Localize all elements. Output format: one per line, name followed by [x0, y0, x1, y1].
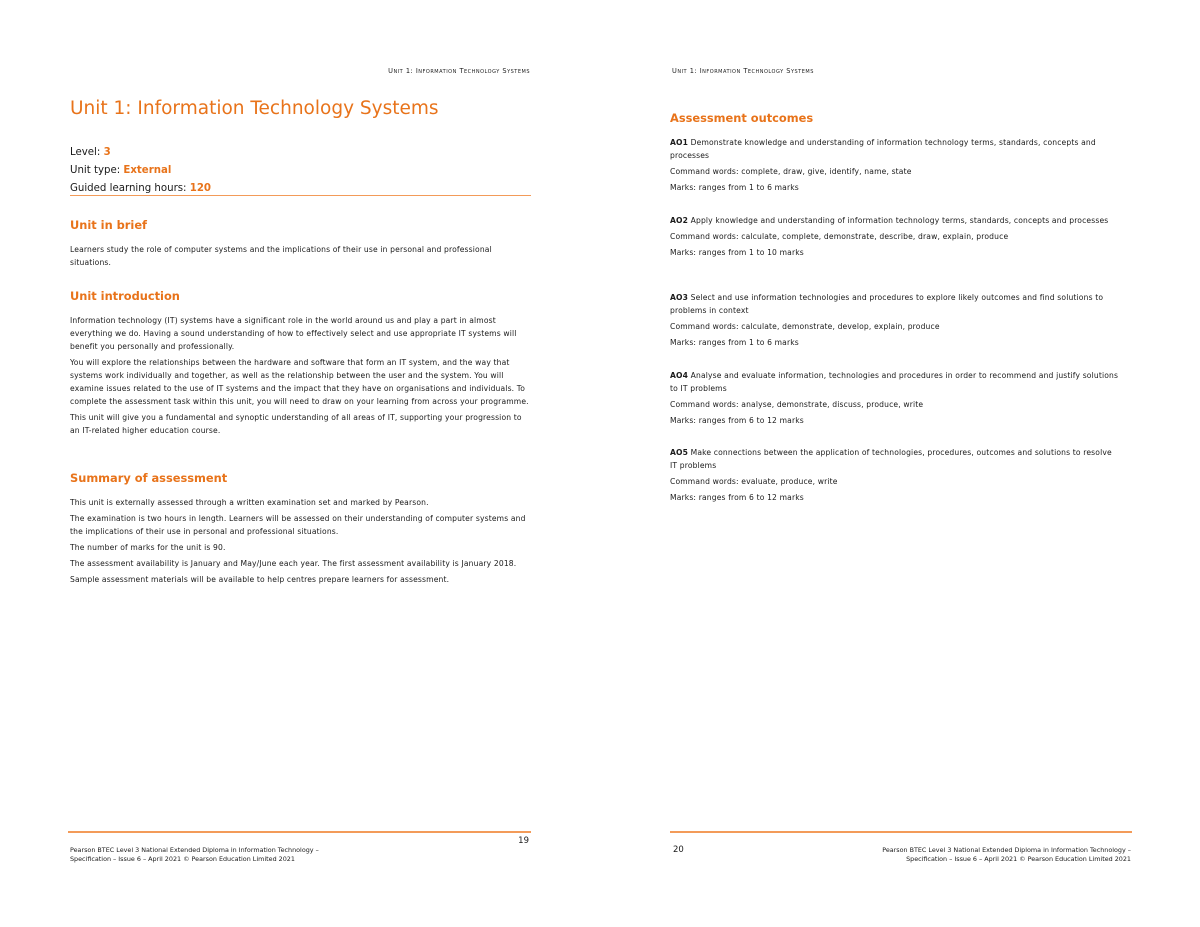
unit-title: Unit 1: Information Technology Systems [70, 98, 439, 119]
command-words: Command words: complete, draw, give, identify, name, state [670, 167, 912, 176]
paragraph: Learners study the role of computer systems and the implications of their use in personal and professional situations. [70, 245, 492, 267]
paragraph: The assessment availability is January and May/June each year. The first assessment availability is January 2018. [70, 559, 517, 568]
outcome-code: AO3 [670, 293, 689, 302]
paragraph: This unit is externally assessed through a written examination set and marked by Pearson. [70, 498, 429, 507]
marks-range: Marks: ranges from 6 to 12 marks [670, 493, 804, 502]
paragraph: The number of marks for the unit is 90. [70, 543, 226, 552]
footer-text: Pearson BTEC Level 3 National Extended Diploma in Information Technology – Specification – Issue 6 – April 2021 © Pearson Education Limited 2021 [70, 846, 319, 863]
right-page [600, 0, 1200, 927]
marks-range: Marks: ranges from 6 to 12 marks [670, 416, 804, 425]
running-head: Unit 1: Information Technology Systems [672, 67, 814, 75]
level-row: Level: 3 [70, 147, 111, 158]
command-words: Command words: calculate, complete, demonstrate, describe, draw, explain, produce [670, 232, 1009, 241]
paragraph: Sample assessment materials will be available to help centres prepare learners for assessment. [70, 575, 450, 584]
title-divider [70, 195, 531, 196]
outcome-code: AO4 [670, 371, 689, 380]
marks-range: Marks: ranges from 1 to 6 marks [670, 338, 799, 347]
paragraph: This unit will give you a fundamental and synoptic understanding of all areas of IT, supporting your progression to an IT-related higher education course. [70, 413, 522, 435]
outcome-ao4: AO4 Analyse and evaluate information, technologies and procedures in order to recommend and justify solutions to IT problems Command words: analyse, demonstrate, discuss, produce, write Marks: ranges from 6 to 12 marks [670, 371, 1119, 425]
unit-in-brief-section [70, 218, 532, 272]
level-value: 3 [103, 147, 111, 158]
outcome-code: AO2 [670, 216, 689, 225]
paragraph: Information technology (IT) systems have a significant role in the world around us and play a part in almost everything we do. Having a sound understanding of how to effectively select and use appropriate IT systems will benefit you personally and professionally. [70, 316, 517, 351]
section-heading: Unit in brief [70, 218, 148, 232]
glh-value: 120 [189, 183, 211, 194]
outcome-code: AO5 [670, 448, 689, 457]
running-head: Unit 1: Information Technology Systems [388, 67, 530, 75]
section-heading: Unit introduction [70, 289, 180, 303]
paragraph: You will explore the relationships between the hardware and software that form an IT system, and the way that systems work individually and together, as well as the relationship between the user and the system. You will examine issues related to the use of IT systems and the impact that they have on organisations and individuals. To complete the assessment task within this unit, you will need to draw on your learning from across your programme. [70, 358, 529, 406]
unit-type-value: External [123, 165, 172, 176]
command-words: Command words: evaluate, produce, write [670, 477, 838, 486]
page-number: 19 [518, 836, 529, 846]
section-heading: Summary of assessment [70, 471, 228, 485]
marks-range: Marks: ranges from 1 to 10 marks [670, 248, 804, 257]
marks-range: Marks: ranges from 1 to 6 marks [670, 183, 799, 192]
outcome-ao5: AO5 Make connections between the application of technologies, procedures, outcomes and solutions to resolve IT problems Command words: evaluate, produce, write Marks: ranges from 6 to 12 marks [670, 446, 1120, 507]
unit-meta [70, 144, 211, 198]
command-words: Command words: calculate, demonstrate, develop, explain, produce [670, 322, 940, 331]
footer-text: Pearson BTEC Level 3 National Extended Diploma in Information Technology – Specification – Issue 6 – April 2021 © Pearson Education Limited 2021 [882, 846, 1131, 863]
outcome-code: AO1 [670, 138, 689, 147]
command-words: Command words: analyse, demonstrate, discuss, produce, write [670, 400, 924, 409]
page-number: 20 [673, 845, 684, 855]
glh-row: Guided learning hours: 120 [70, 183, 211, 194]
section-heading: Assessment outcomes [670, 111, 814, 125]
outcome-ao2: AO2 Apply knowledge and understanding of information technology terms, standards, concepts and processes Command words: calculate, complete, demonstrate, describe, draw, explain, produce Marks: ranges from 1 to 10 marks [670, 214, 1120, 262]
paragraph: The examination is two hours in length. Learners will be assessed on their understanding of computer systems and the implications of their use in personal and professional situations. [70, 514, 526, 536]
outcome-ao3: AO3 Select and use information technologies and procedures to explore likely outcomes and find solutions to problems in context Command words: calculate, demonstrate, develop, explain, produce Marks: ranges from 1 to 6 marks [670, 291, 1120, 352]
outcome-ao1: AO1 Demonstrate knowledge and understanding of information technology terms, standards, concepts and processes Command words: complete, draw, give, identify, name, state Marks: ranges from 1 to 6 marks [670, 136, 1120, 197]
summary-of-assessment-section [70, 471, 532, 589]
assessment-outcomes-section [670, 111, 1132, 136]
unit-introduction-section [70, 289, 532, 440]
unit-type-row: Unit type: External [70, 165, 172, 176]
footer-divider [670, 831, 1132, 833]
footer-divider [68, 831, 531, 833]
